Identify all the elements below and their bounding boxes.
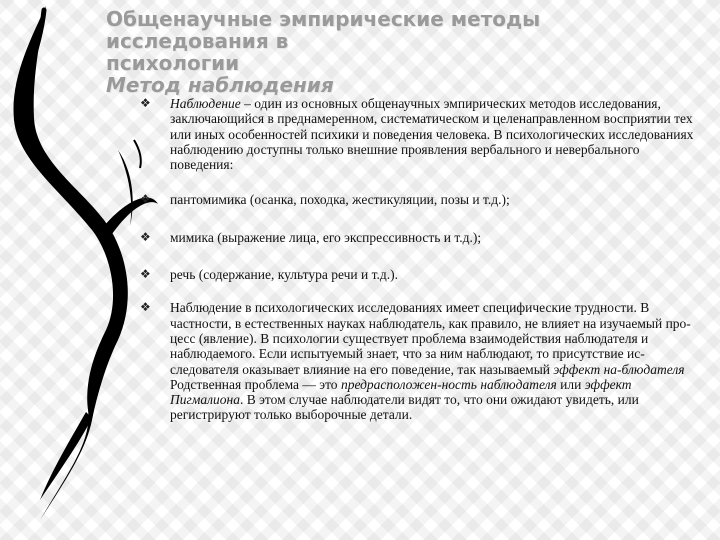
bullet-item-definition bbox=[140, 96, 700, 172]
diamond-bullet-icon: ❖ bbox=[140, 300, 151, 315]
diamond-bullet-icon: ❖ bbox=[140, 96, 151, 110]
bullet-text: мимика (выражение лица, его экспрессивность и т.д.); bbox=[170, 229, 482, 245]
diamond-bullet-icon: ❖ bbox=[140, 229, 151, 244]
bullet-text: речь (содержание, культура речи и т.д.). bbox=[170, 267, 398, 283]
bullet-item-pantomime bbox=[140, 192, 700, 207]
bullet-term: Наблюдение bbox=[170, 96, 241, 111]
bullet-italic-term: предрасположен-ность наблюдателя bbox=[340, 376, 557, 392]
bullet-text: – один из основных общенаучных эмпирических методов исследования, заключающийся в преднамеренном, систематическом и целенаправленном восприятии тех или иных особенностей психики и поведения человека. В психологических исследованиях наблюдению доступны только внешние проявления вербального и невербального поведения: bbox=[170, 96, 694, 173]
bullet-item-speech bbox=[140, 267, 700, 282]
bullet-list bbox=[140, 96, 700, 423]
slide-title-block bbox=[106, 8, 706, 96]
bullet-text-part: Родственная проблема — это bbox=[170, 376, 341, 392]
bullet-italic-term: эффект Пигмалиона bbox=[170, 376, 632, 408]
slide-title-line-2: психологии bbox=[106, 51, 240, 75]
diamond-bullet-icon: ❖ bbox=[140, 192, 151, 207]
diamond-bullet-icon: ❖ bbox=[140, 267, 151, 282]
bullet-text-part: или bbox=[556, 376, 585, 392]
slide-title-line-1: Общенаучные эмпирические методы исследования в bbox=[106, 7, 541, 53]
bullet-text-part: Наблюдение в психологических исследованиях имеет специфические трудности. В частности, в естественных науках наблюдатель, как правило, не влияет на изучаемый про-цесс (явление). В психологии существует проблема взаимодействия наблюдателя и наблюдаемого. Если испытуемый знает, что за ним наблюдают, то присутствие ис-следователя оказывает влияние на его поведение, так называемый bbox=[170, 300, 691, 377]
bullet-italic-term: эффект на-блюдателя bbox=[553, 361, 685, 377]
bullet-text: пантомимика (осанка, походка, жестикуляции, позы и т.д.); bbox=[170, 192, 510, 208]
bullet-text-part: . В этом случае наблюдатели видят то, что они ожидают увидеть, или регистрируют только выборочные детали. bbox=[170, 392, 639, 423]
bullet-item-difficulties bbox=[140, 300, 700, 422]
bullet-item-mimicry bbox=[140, 230, 700, 245]
slide-subtitle: Метод наблюдения bbox=[106, 73, 334, 97]
